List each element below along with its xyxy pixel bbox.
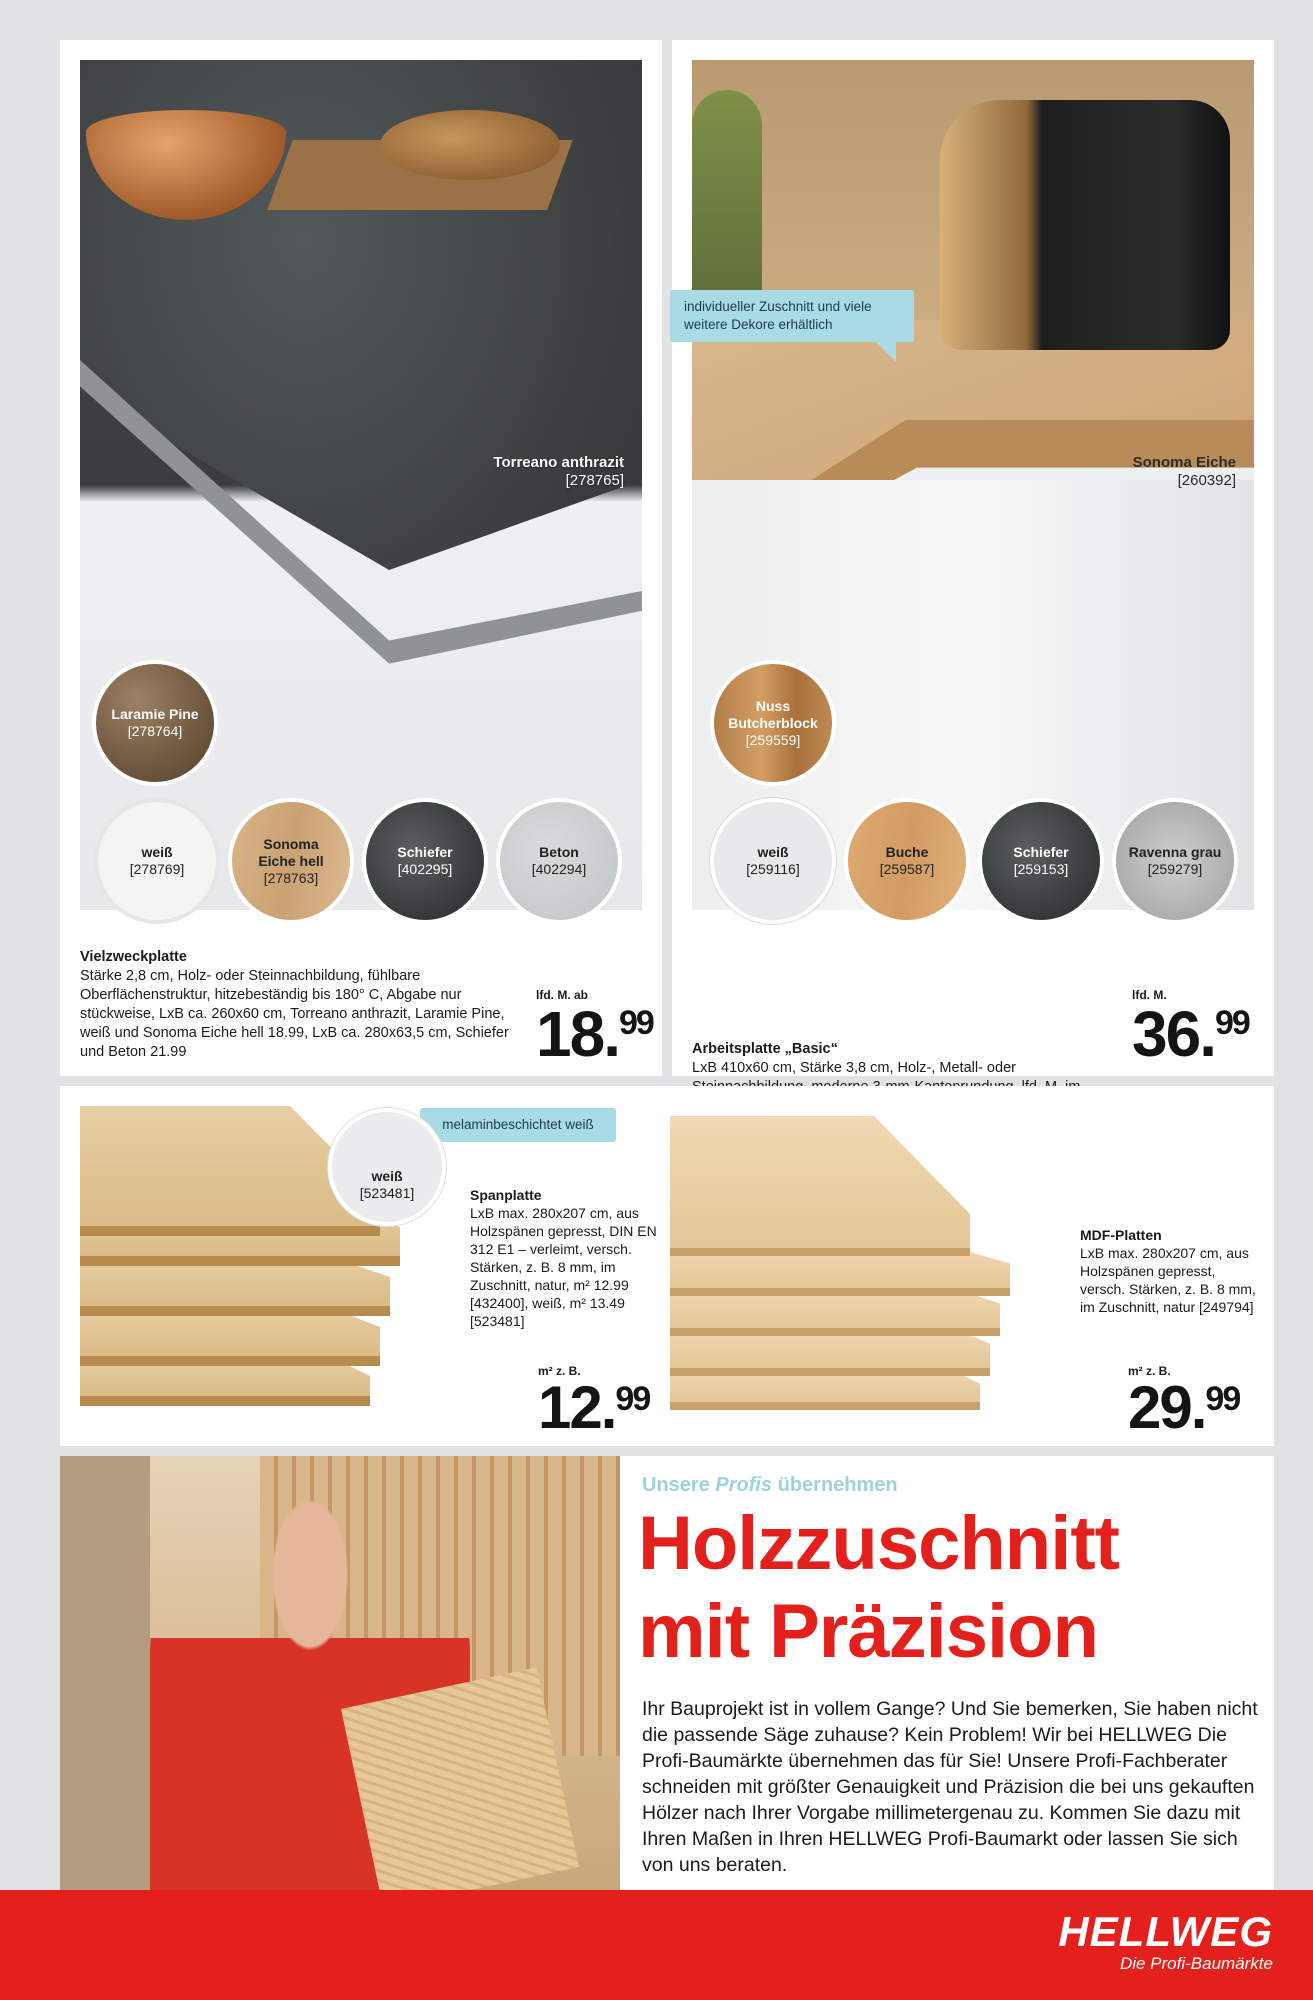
product-text: Stärke 2,8 cm, Holz- oder Steinnachbildung, fühlbare Oberflächenstruktur, hitzebeständig bis 180° C, Abgabe nur stückweise, LxB ca. 260x60 cm, Torreano anthrazit, Laramie Pine, weiß und Sonoma Eiche hell 18.99, LxB ca. 280x63,5 cm, Schiefer und Beton 21.99 [80, 968, 509, 1060]
photo-wall [60, 1456, 150, 1890]
product-text: LxB max. 280x207 cm, aus Holzspänen gepresst, versch. Stärken, z. B. 8 mm, im Zuschnitt, natur [249794] [1080, 1245, 1256, 1315]
kicker-pre: Unsere [642, 1474, 710, 1496]
swatch-code: [523481] [359, 1185, 415, 1201]
mdf-description [1080, 1226, 1264, 1316]
photo-label [1133, 454, 1236, 490]
price-main: 36. [1132, 998, 1215, 1070]
swatch-code: [259587] [879, 861, 935, 877]
service-panel-holzzuschnitt [60, 1456, 1274, 1890]
swatch-code: [259153] [1013, 861, 1069, 877]
swatch-beton[interactable] [496, 798, 622, 924]
swatch-name: Beton [539, 844, 579, 860]
swatch-code: [259559] [745, 731, 801, 748]
headline-line-1: Holzzuschnitt [638, 1501, 1119, 1586]
swatch-sonoma-eiche-hell[interactable] [228, 798, 354, 924]
product-title: Vielzweckplatte [80, 949, 187, 965]
service-body-text: Ihr Bauprojekt ist in vollem Gange? Und Sie bemerken, Sie haben nicht die passende Säge zuhause? Kein Problem! Wir bei HELLWEG Die Profi-Baumärkte übernehmen das für Sie! Unsere Profi-Fachberater schneiden mit größter Genauigkeit und Präzision die bei uns gekauften Hölzer nach Ihrer Vorgabe millimetergenau zu. Kommen Sie dazu mit Ihren Maßen in Ihren HELLWEG Profi-Baumarkt oder lassen Sie sich von uns beraten. [642, 1698, 1258, 1876]
price-cents: 99 [618, 1004, 653, 1042]
swatch-nuss-butcherblock[interactable] [710, 660, 836, 786]
product-title: MDF-Platten [1080, 1227, 1162, 1243]
swatch-weiss[interactable] [710, 798, 836, 924]
swatch-ravenna-grau[interactable] [1112, 798, 1238, 924]
price-cents: 99 [1214, 1004, 1249, 1042]
price-main: 29. [1128, 1374, 1206, 1441]
logo-brand: HELLWEG [1058, 1908, 1273, 1955]
swatch-spanplatte-weiss[interactable] [328, 1108, 446, 1226]
swatch-name: weiß [141, 844, 173, 860]
swatch-code: [278764] [127, 723, 183, 739]
service-kicker [642, 1474, 898, 1497]
kicker-em: Profis [715, 1474, 773, 1496]
price-cents: 99 [1205, 1380, 1240, 1418]
swatch-name: Schiefer [1013, 844, 1069, 860]
product-panel-vielzweckplatte [60, 40, 662, 1076]
price-main: 12. [538, 1374, 616, 1441]
product-text: LxB max. 280x207 cm, aus Holzspänen gepresst, DIN EN 312 E1 – verleimt, versch. Stärken, z. B. 8 mm, im Zuschnitt, natur, m² 12.99 [432400], weiß, m² 13.49 [523481] [470, 1205, 657, 1329]
price [538, 1374, 650, 1441]
mdf-stack-image [670, 1116, 1050, 1426]
board-layer [670, 1116, 970, 1256]
logo-tagline: Die Profi-Baumärkte [1119, 1954, 1273, 1973]
photo-plank [341, 1667, 579, 1908]
swatch-code: [259116] [746, 861, 800, 877]
swatch-schiefer[interactable] [978, 798, 1104, 924]
product-title: Arbeitsplatte „Basic“ [692, 1041, 838, 1057]
swatch-laramie-pine[interactable] [92, 660, 218, 786]
swatch-name: Ravenna grau [1128, 844, 1222, 860]
photo-label-name: Sonoma Eiche [1132, 454, 1236, 471]
price-prefix: lfd. M. [1132, 988, 1167, 1002]
swatch-name: Schiefer [397, 844, 453, 860]
price-prefix: m² z. B. [538, 1364, 581, 1378]
product-description [80, 948, 520, 1062]
swatch-code: [259279] [1147, 861, 1203, 877]
product-panel-boards [60, 1086, 1274, 1446]
photo-label-code: [260392] [1177, 472, 1236, 489]
swatch-weiss[interactable] [94, 798, 220, 924]
price [1132, 998, 1249, 1070]
product-title: Spanplatte [470, 1187, 542, 1203]
swatch-buche[interactable] [844, 798, 970, 924]
spanplatte-description [470, 1186, 660, 1330]
swatch-schiefer[interactable] [362, 798, 488, 924]
product-panel-arbeitsplatte [672, 40, 1274, 1076]
photo-coffee-machine [940, 100, 1230, 350]
price-cents: 99 [615, 1380, 650, 1418]
photo-bread [380, 110, 560, 180]
swatch-name: weiß [371, 1168, 403, 1184]
swatch-name: Laramie Pine [111, 706, 199, 722]
kicker-post: übernehmen [777, 1474, 898, 1496]
hellweg-logo[interactable] [1058, 1910, 1273, 1974]
footer-bar [0, 1890, 1313, 2000]
swatch-code: [278769] [129, 861, 185, 877]
price [536, 998, 653, 1070]
photo-label [493, 454, 624, 490]
swatch-name: weiß [757, 844, 789, 860]
price-block [536, 988, 653, 1070]
swatch-code: [402294] [531, 861, 587, 877]
product-text: LxB 410x60 cm, Stärke 3,8 cm, Holz-, Metall- oder [692, 1060, 1016, 1076]
worker-photo [60, 1456, 620, 1890]
callout-melamine: melaminbeschichtet weiß [420, 1108, 616, 1142]
price-prefix: m² z. B. [1128, 1364, 1171, 1378]
swatch-code: [278763] [263, 869, 319, 886]
swatch-name: Nuss Butcherblock [728, 697, 818, 731]
photo-label-code: [278765] [565, 472, 624, 489]
price-main: 18. [536, 998, 619, 1070]
callout-individual-cut: individueller Zuschnitt und viele weitere Dekore erhältlich [670, 290, 914, 342]
price-block [1132, 988, 1249, 1070]
service-headline [638, 1500, 1258, 1676]
swatch-code: [402295] [397, 861, 453, 877]
mdf-price [1128, 1364, 1240, 1441]
price [1128, 1374, 1240, 1441]
spanplatte-price [538, 1364, 650, 1441]
swatch-name: Buche [885, 844, 929, 860]
headline-line-2: mit Präzision [638, 1589, 1098, 1674]
swatch-name: Sonoma Eiche hell [258, 835, 324, 869]
photo-label-name: Torreano anthrazit [493, 454, 624, 471]
price-prefix: lfd. M. ab [536, 988, 588, 1002]
